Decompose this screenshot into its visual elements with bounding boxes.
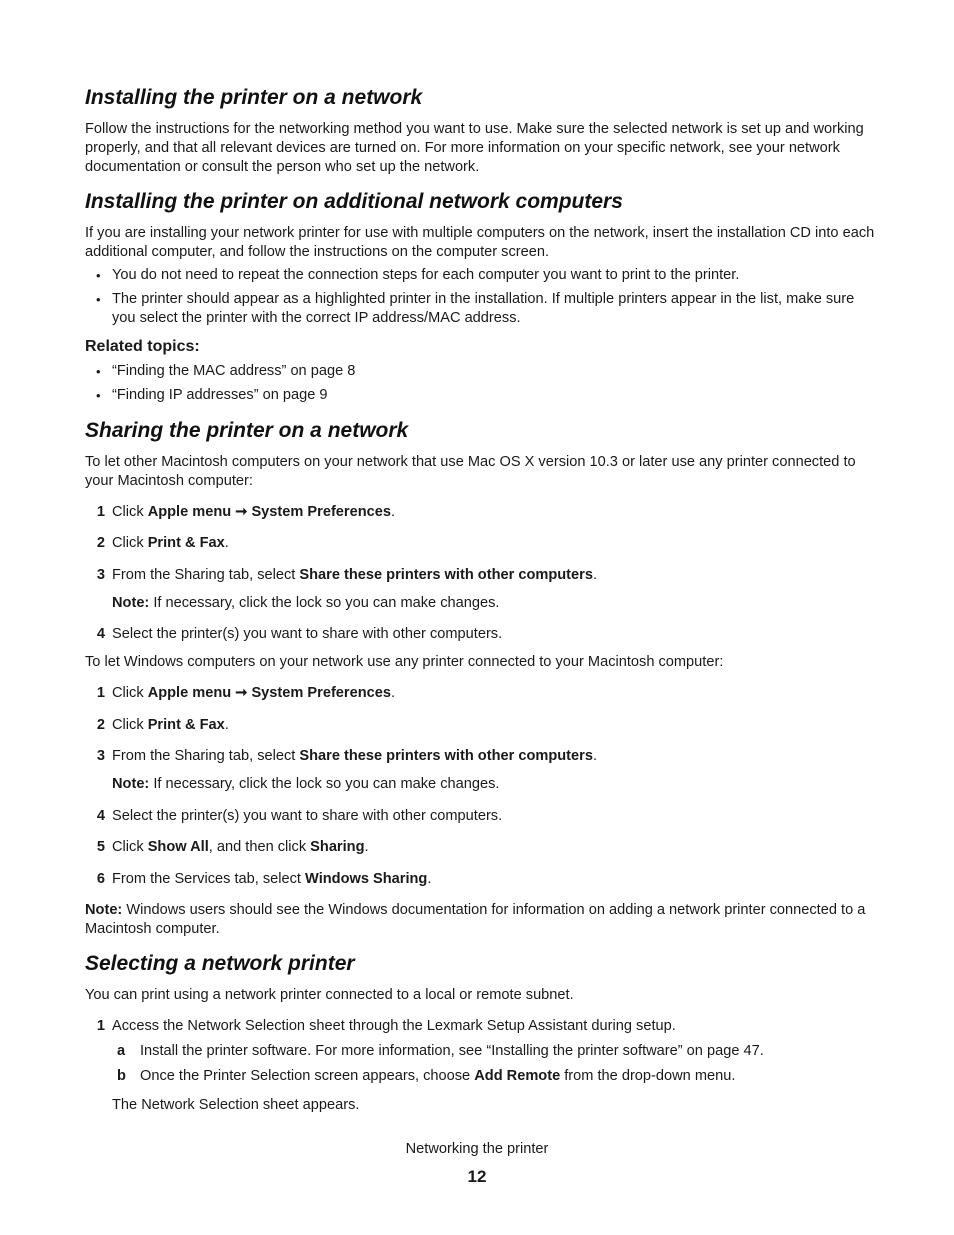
step-item — [85, 716, 875, 735]
punctuation: . — [224, 535, 229, 551]
add-remote-label: Add Remote — [474, 1068, 561, 1084]
arrow-right-icon: ➞ — [235, 685, 248, 701]
windows-sharing-label: Windows Sharing — [305, 871, 428, 887]
heading-sharing-printer: Sharing the printer on a network — [85, 419, 409, 442]
system-preferences-label: System Preferences — [251, 504, 391, 520]
note-windows — [85, 901, 875, 939]
punctuation: . — [364, 839, 369, 855]
step-text: Click — [112, 685, 148, 701]
arrow-right-icon: ➞ — [235, 504, 248, 520]
note-label: Note: — [112, 776, 150, 792]
bullet-icon: • — [96, 268, 101, 283]
punctuation: . — [427, 871, 432, 887]
step-item — [85, 684, 875, 703]
substep-text: Install the printer software. For more information, see “Installing the printer software” on page 47. — [140, 1043, 764, 1059]
step-item — [85, 807, 875, 826]
related-topics-heading: Related topics: — [85, 338, 200, 355]
print-fax-label: Print & Fax — [147, 717, 225, 733]
heading-additional-computers: Installing the printer on additional network computers — [85, 190, 623, 213]
step-text: Click — [112, 839, 148, 855]
list-item — [85, 290, 875, 328]
note-text: Windows users should see the Windows documentation for information on adding a network printer connected to a Macintosh computer. — [85, 902, 866, 937]
bullet-icon: • — [96, 292, 101, 307]
page-number: 12 — [467, 1167, 487, 1186]
sharing-label: Sharing — [310, 839, 365, 855]
note-text: If necessary, click the lock so you can make changes. — [149, 776, 500, 792]
note-lock — [85, 775, 875, 794]
apple-menu-label: Apple menu — [147, 504, 232, 520]
apple-menu-label: Apple menu — [147, 685, 232, 701]
heading-selecting-network-printer: Selecting a network printer — [85, 952, 355, 975]
step-item — [85, 503, 875, 522]
step-number: 1 — [96, 1018, 105, 1034]
paragraph-mac-sharing-intro: To let other Macintosh computers on your network that use Mac OS X version 10.3 or later use any printer connected to your Macintosh computer: — [85, 454, 856, 489]
related-topic-link[interactable] — [85, 362, 875, 381]
paragraph-result: The Network Selection sheet appears. — [112, 1097, 360, 1113]
bullet-icon: • — [96, 388, 101, 403]
step-number: 5 — [96, 839, 105, 855]
step-number: 3 — [96, 748, 105, 764]
substep-letter: a — [117, 1043, 126, 1059]
step-number: 1 — [96, 504, 105, 520]
step-item — [85, 870, 875, 889]
system-preferences-label: System Preferences — [251, 685, 391, 701]
step-text: Access the Network Selection sheet through the Lexmark Setup Assistant during setup. — [112, 1018, 676, 1034]
note-label: Note: — [112, 595, 150, 611]
step-text: From the Sharing tab, select — [112, 748, 300, 764]
paragraph-windows-sharing-intro: To let Windows computers on your network use any printer connected to your Macintosh computer: — [85, 654, 724, 670]
step-item — [85, 625, 875, 644]
step-text: From the Sharing tab, select — [112, 567, 300, 583]
footer-chapter-title: Networking the printer — [405, 1141, 549, 1157]
step-item — [85, 747, 875, 766]
punctuation: . — [390, 504, 396, 520]
step-text: Select the printer(s) you want to share with other computers. — [112, 626, 503, 642]
step-number: 4 — [96, 808, 105, 824]
paragraph-selecting-intro: You can print using a network printer connected to a local or remote subnet. — [85, 987, 574, 1003]
step-item — [85, 838, 875, 857]
page-content — [85, 85, 875, 1115]
punctuation: . — [390, 685, 396, 701]
punctuation: . — [592, 748, 598, 764]
paragraph-additional-intro: If you are installing your network printer for use with multiple computers on the network, insert the installation CD into each additional computer, and follow the instructions on the computer screen. — [85, 225, 875, 260]
list-item — [85, 266, 875, 285]
print-fax-label: Print & Fax — [147, 535, 225, 551]
step-number: 1 — [96, 685, 105, 701]
related-topic-text: “Finding the MAC address” on page 8 — [112, 363, 356, 379]
show-all-label: Show All — [147, 839, 209, 855]
step-number: 6 — [96, 871, 105, 887]
step-number: 2 — [96, 717, 105, 733]
step-item — [85, 534, 875, 553]
substep-item — [85, 1067, 875, 1086]
paragraph-network-intro: Follow the instructions for the networking method you want to use. Make sure the selected network is set up and working properly, and that all relevant devices are turned on. For more information on your specific network, see your network documentation or consult the person who set up the network. — [85, 121, 864, 175]
note-lock — [85, 594, 875, 613]
substep-item — [85, 1042, 875, 1061]
step-text: Click — [112, 504, 148, 520]
step-text: Click — [112, 717, 148, 733]
note-text: If necessary, click the lock so you can make changes. — [149, 595, 500, 611]
substep-text: Once the Printer Selection screen appears, choose — [140, 1068, 475, 1084]
substep-text: from the drop-down menu. — [560, 1068, 736, 1084]
related-topic-link[interactable] — [85, 386, 875, 405]
step-text: Select the printer(s) you want to share with other computers. — [112, 808, 503, 824]
substep-letter: b — [117, 1068, 126, 1084]
related-topic-text: “Finding IP addresses” on page 9 — [112, 387, 328, 403]
share-printers-label: Share these printers with other computers — [299, 567, 593, 583]
list-item-text: You do not need to repeat the connection steps for each computer you want to print to the printer. — [112, 267, 740, 283]
bullet-icon: • — [96, 364, 101, 379]
step-text: Click — [112, 535, 148, 551]
punctuation: . — [224, 717, 229, 733]
step-number: 4 — [96, 626, 105, 642]
punctuation: . — [592, 567, 598, 583]
note-label: Note: — [85, 902, 123, 918]
step-text: From the Services tab, select — [112, 871, 306, 887]
step-item — [85, 1017, 875, 1036]
share-printers-label: Share these printers with other computers — [299, 748, 593, 764]
step-number: 3 — [96, 567, 105, 583]
step-text: , and then click — [208, 839, 311, 855]
step-number: 2 — [96, 535, 105, 551]
list-item-text: The printer should appear as a highlighted printer in the installation. If multiple printers appear in the list, make sure you select the printer with the correct IP address/MAC address. — [112, 291, 855, 326]
step-item — [85, 566, 875, 585]
heading-installing-on-network: Installing the printer on a network — [85, 86, 423, 109]
